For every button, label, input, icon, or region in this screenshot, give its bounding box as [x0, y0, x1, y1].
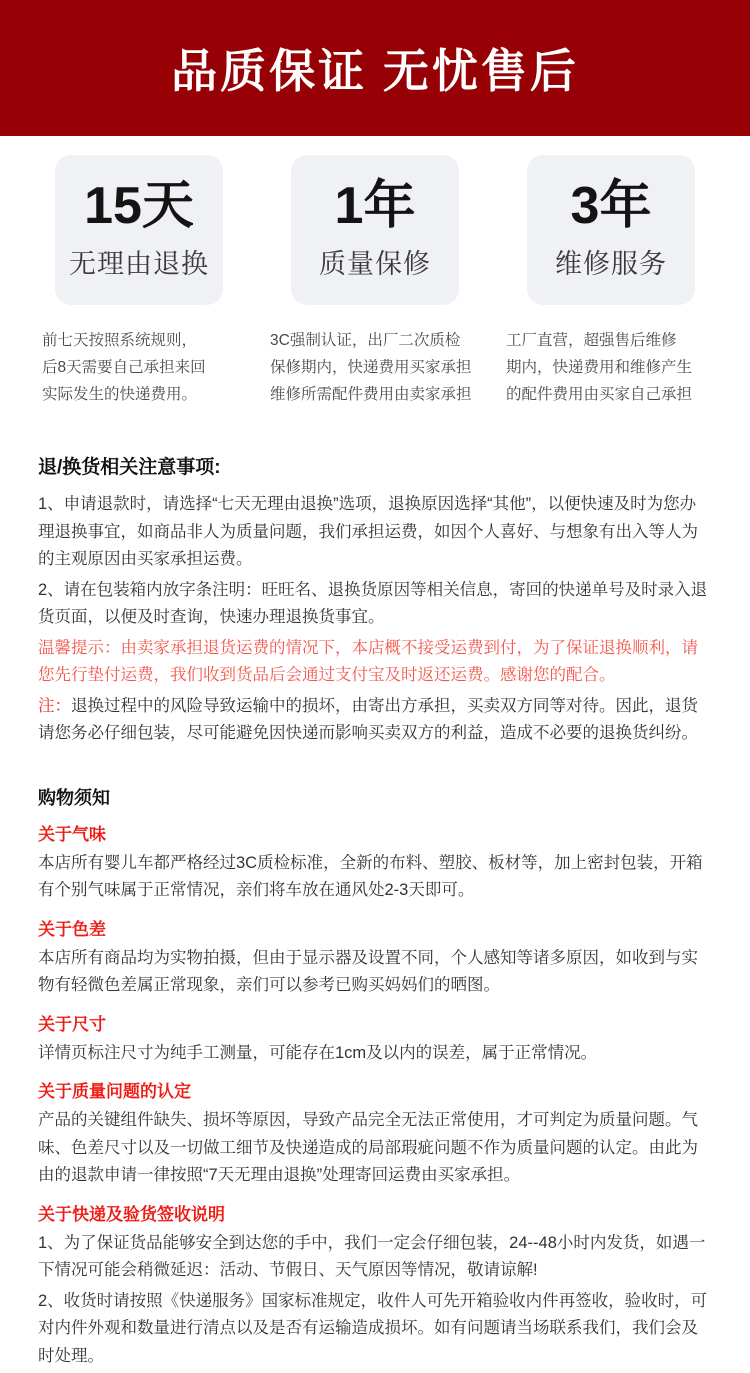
guarantee-label: 维修服务: [555, 248, 667, 279]
shopping-notice-section: [0, 784, 750, 1371]
guarantee-value: 15天: [84, 177, 194, 236]
desc-line: 后8天需要自己承担来回: [42, 359, 206, 376]
risk-note-label: 注：: [38, 696, 71, 715]
subsection-title-odor: 关于气味: [38, 824, 106, 844]
guarantee-card-returns: [55, 155, 223, 305]
desc-line: 3C强制认证，出厂二次质检: [270, 332, 461, 349]
subsection-text-color: 本店所有商品均为实物拍摄，但由于显示器及设置不同，个人感知等诸多原因，如收到与实物有轻微色差属正常现象，亲们可以参考已购买妈妈们的晒图。: [38, 948, 698, 994]
subsection-title-size: 关于尺寸: [38, 1014, 106, 1034]
subsection-text-size: 详情页标注尺寸为纯手工测量，可能存在1cm及以内的误差，属于正常情况。: [38, 1043, 598, 1062]
subsection-title-shipping: 关于快递及验货签收说明: [38, 1204, 225, 1224]
desc-line: 保修期内，快递费用买家承担: [270, 359, 472, 376]
return-notes-heading: 退/换货相关注意事项:: [38, 457, 221, 478]
risk-note: [38, 693, 712, 748]
guarantee-card-repair: [527, 155, 695, 305]
subsection-text-shipping-1: 1、为了保证货品能够安全到达您的手中，我们一定会仔细包装，24--48小时内发货，如遇一下情况可能会稍微延迟：活动、节假日、天气原因等情况，敬请谅解!: [38, 1233, 706, 1279]
banner-title: 品质保证 无忧售后: [171, 45, 579, 97]
guarantee-cards-row: [0, 155, 750, 408]
guarantee-label: 无理由退换: [69, 248, 209, 279]
risk-note-text: 退换过程中的风险导致运输中的损坏，由寄出方承担，买卖双方同等对待。因此，退货请您务必仔细包装，尽可能避免因快递而影响买卖双方的利益，造成不必要的退换货纠纷。: [38, 696, 698, 742]
quality-guarantee-banner: [0, 0, 750, 136]
desc-line: 前七天按照系统规则，: [42, 332, 198, 349]
return-notes-section: [0, 452, 750, 748]
desc-line: 实际发生的快递费用。: [42, 386, 198, 403]
desc-line: 维修所需配件费用由卖家承担: [270, 386, 472, 403]
guarantee-column-repair: [506, 155, 716, 408]
guarantee-value: 3年: [570, 177, 652, 236]
return-note-item-2: 2、请在包装箱内放字条注明：旺旺名、退换货原因等相关信息，寄回的快递单号及时录入退货页面，以便及时查询，快速办理退换货事宜。: [38, 580, 708, 626]
desc-line: 工厂直营，超强售后维修: [506, 332, 677, 349]
guarantee-description: [34, 327, 244, 408]
subsection-title-color: 关于色差: [38, 919, 106, 939]
guarantee-value: 1年: [334, 177, 416, 236]
desc-line: 的配件费用由买家自己承担: [506, 386, 693, 403]
return-note-item-1: 1、申请退款时，请选择“七天无理由退换”选项，退换原因选择“其他”，以便快速及时为您办理退换事宜，如商品非人为质量问题，我们承担运费，如因个人喜好、与想象有出入等人为的主观原因由买家承担运费。: [38, 495, 698, 568]
subsection-title-quality: 关于质量问题的认定: [38, 1082, 191, 1101]
guarantee-label: 质量保修: [319, 248, 431, 279]
desc-line: 期内，快递费用和维修产生: [506, 359, 693, 376]
shopping-notice-heading: 购物须知: [38, 787, 110, 808]
subsection-text-quality: 产品的关键组件缺失、损坏等原因，导致产品完全无法正常使用，才可判定为质量问题。气味、色差尺寸以及一切做工细节及快递造成的局部瑕疵问题不作为质量问题的认定。由此为由的退款申请一律按照“7天无理由退换”处理寄回运费由买家承担。: [38, 1111, 698, 1184]
subsection-text-shipping-2: 2、收货时请按照《快递服务》国家标准规定，收件人可先开箱验收内件再签收，验收时，可对内件外观和数量进行清点以及是否有运输造成损坏。如有问题请当场联系我们，我们会及时处理。: [38, 1291, 708, 1365]
guarantee-description: [506, 327, 716, 408]
guarantee-description: [270, 327, 480, 408]
guarantee-column-returns: [34, 155, 244, 408]
subsection-text-odor: 本店所有婴儿车都严格经过3C质检标准，全新的布料、塑胶、板材等，加上密封包装，开箱有个别气味属于正常情况，亲们将车放在通风处2-3天即可。: [38, 853, 703, 899]
guarantee-column-warranty: [270, 155, 480, 408]
warm-tip: 温馨提示：由卖家承担退货运费的情况下，本店概不接受运费到付，为了保证退换顺利，请您先行垫付运费，我们收到货品后会通过支付宝及时返还运费。感谢您的配合。: [38, 638, 698, 684]
guarantee-card-warranty: [291, 155, 459, 305]
